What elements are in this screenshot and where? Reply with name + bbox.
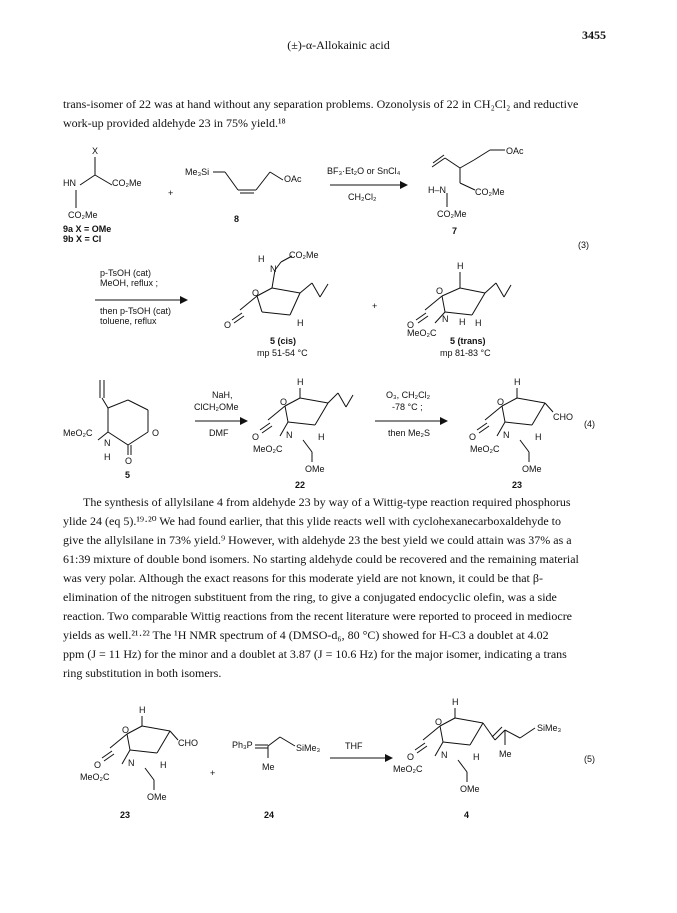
atom-label: O	[469, 432, 477, 442]
reagent-text: BF₃·Et₂O or SnCl₄	[327, 166, 401, 176]
atom-label: H	[475, 318, 482, 328]
reagent-text: DMF	[209, 428, 229, 438]
atom-label: O	[252, 432, 260, 442]
atom-label: HN	[63, 178, 76, 188]
paragraph-line: was very polar. Although the exact reasons for this moderate yield are not known, it could be that β-	[63, 571, 543, 585]
atom-label: SiMe₃	[296, 743, 321, 753]
running-title: (±)-α-Allokainic acid	[287, 38, 390, 52]
atom-label: CO₂Me	[475, 187, 505, 197]
reagent-text: MeOH, reflux ;	[100, 278, 159, 288]
melting-point: mp 51-54 °C	[257, 348, 308, 358]
compound-label: 24	[264, 810, 275, 820]
arrow-head	[240, 417, 248, 425]
atom-label: N	[503, 430, 510, 440]
atom-label: O	[94, 760, 102, 770]
reagent-text: CH₂Cl₂	[348, 192, 377, 202]
atom-label: MeO₂C	[470, 444, 500, 454]
atom-label: N	[128, 758, 135, 768]
atom-label: Me	[262, 762, 275, 772]
paragraph-line: give the allylsilane in 73% yield.⁹ However, with aldehyde 23 the best yield we could attain was 37% as a	[63, 533, 572, 547]
atom-label: SiMe₃	[537, 723, 562, 733]
atom-label: O	[497, 397, 505, 407]
atom-label: Ph₃P	[232, 740, 253, 750]
atom-label: MeO₂C	[393, 764, 423, 774]
compound-label: 23	[512, 480, 523, 490]
atom-label: OAc	[506, 146, 524, 156]
reagent-text: then p-TsOH (cat)	[100, 306, 172, 316]
compound-label: 9a X = OMe	[63, 224, 112, 234]
atom-label: H	[514, 377, 521, 387]
atom-label: CO₂Me	[68, 210, 98, 220]
equation-number: (4)	[584, 419, 595, 429]
atom-label: H	[160, 760, 167, 770]
paragraph-line: ring substitution in both isomers.	[63, 666, 222, 680]
atom-label: OMe	[305, 464, 325, 474]
atom-label: O	[252, 288, 260, 298]
compound-label: 9b X = Cl	[63, 234, 102, 244]
atom-label: H	[139, 705, 146, 715]
atom-label: O	[280, 397, 288, 407]
paragraph-line: work-up provided aldehyde 23 in 75% yield.¹⁸	[63, 116, 286, 130]
compound-label: 5 (cis)	[270, 336, 297, 346]
paragraph-line: The synthesis of allylsilane 4 from aldehyde 23 by way of a Wittig-type reaction required phosphorus	[83, 495, 571, 509]
atom-label: H	[473, 752, 480, 762]
compound-label: 22	[295, 480, 306, 490]
atom-label: O	[435, 717, 443, 727]
paragraph-line: ppm (J = 11 Hz) for the minor and a doublet at 3.87 (J = 10.6 Hz) for the major isomer, indicating a trans	[63, 647, 567, 661]
atom-label: O	[407, 752, 415, 762]
atom-label: MeO₂C	[80, 772, 110, 782]
atom-label: MeO₂C	[253, 444, 283, 454]
arrow-head	[400, 181, 408, 189]
reagent-text: O₃, CH₂Cl₂	[386, 390, 431, 400]
reagent-text: -78 °C ;	[392, 402, 423, 412]
atom-label: H–N	[428, 185, 447, 195]
atom-label: CO₂Me	[112, 178, 142, 188]
atom-label: N	[270, 264, 277, 274]
compound-label: 4	[464, 810, 470, 820]
plus-sign: +	[372, 301, 378, 311]
compound-label: 5 (trans)	[450, 336, 486, 346]
atom-label: CO₂Me	[289, 250, 319, 260]
atom-label: Me₃Si	[185, 167, 210, 177]
arrow-head	[440, 417, 448, 425]
atom-label: MeO₂C	[407, 328, 437, 338]
arrow-head	[180, 296, 188, 304]
atom-label: O	[125, 456, 133, 466]
atom-label: OMe	[460, 784, 480, 794]
atom-label: OMe	[147, 792, 167, 802]
atom-label: N	[286, 430, 293, 440]
compound-label: 5	[125, 470, 131, 480]
arrow-head	[385, 754, 393, 762]
reagent-text: p-TsOH (cat)	[100, 268, 152, 278]
atom-label: CHO	[178, 738, 198, 748]
plus-sign: +	[168, 188, 174, 198]
atom-label: O	[436, 286, 444, 296]
compound-label: 8	[234, 214, 240, 224]
atom-label: H	[258, 254, 265, 264]
page-number: 3455	[582, 28, 606, 42]
atom-label: CO₂Me	[437, 209, 467, 219]
atom-label: O	[152, 428, 160, 438]
compound-label: 7	[452, 226, 458, 236]
atom-label: MeO₂C	[63, 428, 93, 438]
paragraph-line: reaction. Two comparable Wittig reactions from the recent literature were reported to proceed in mediocre	[63, 609, 573, 623]
compound-label: 23	[120, 810, 131, 820]
paragraph-body	[63, 493, 615, 683]
melting-point: mp 81-83 °C	[440, 348, 491, 358]
paragraph-line: elimination of the nitrogen substituent from the ring, to give a conjugated endocyclic olefin, was a side	[63, 590, 557, 604]
paragraph-line: trans-isomer of 22 was at hand without any separation problems. Ozonolysis of 22 in CH₂Cl₂ and reductive	[63, 97, 579, 111]
plus-sign: +	[210, 768, 216, 778]
atom-label: H	[459, 317, 466, 327]
reagent-text: ClCH₂OMe	[194, 402, 239, 412]
atom-label: H	[104, 452, 111, 462]
atom-label: H	[452, 697, 459, 707]
paragraph-line: 61:39 mixture of double bond isomers. No starting aldehyde could be recovered and the remaining material	[63, 552, 579, 566]
atom-label: O	[122, 725, 130, 735]
reagent-text: THF	[345, 741, 363, 751]
reagent-text: toluene, reflux	[100, 316, 157, 326]
atom-label: H	[297, 318, 304, 328]
atom-label: O	[224, 320, 232, 330]
reagent-text: NaH,	[212, 390, 233, 400]
reagent-text: then Me₂S	[388, 428, 431, 438]
atom-label: N	[442, 314, 449, 324]
equation-number: (5)	[584, 754, 595, 764]
atom-label: H	[457, 261, 464, 271]
equation-number: (3)	[578, 240, 589, 250]
atom-label: CHO	[553, 412, 573, 422]
atom-label: N	[441, 750, 448, 760]
atom-label: OMe	[522, 464, 542, 474]
atom-label: OAc	[284, 174, 302, 184]
atom-label: X	[92, 146, 99, 156]
atom-label: N	[104, 438, 111, 448]
atom-label: H	[535, 432, 542, 442]
atom-label: Me	[499, 749, 512, 759]
paragraph-line: yields as well.²¹·²² The ¹H NMR spectrum of 4 (DMSO-d₆, 80 °C) showed for H-C3 a doublet at 4.02	[63, 628, 549, 642]
atom-label: H	[297, 377, 304, 387]
atom-label: O	[407, 320, 415, 330]
paragraph-line: ylide 24 (eq 5).¹⁹·²⁰ We had found earlier, that this ylide reacts well with cyclohexanecarboxaldehyde to	[63, 514, 562, 528]
atom-label: H	[318, 432, 325, 442]
